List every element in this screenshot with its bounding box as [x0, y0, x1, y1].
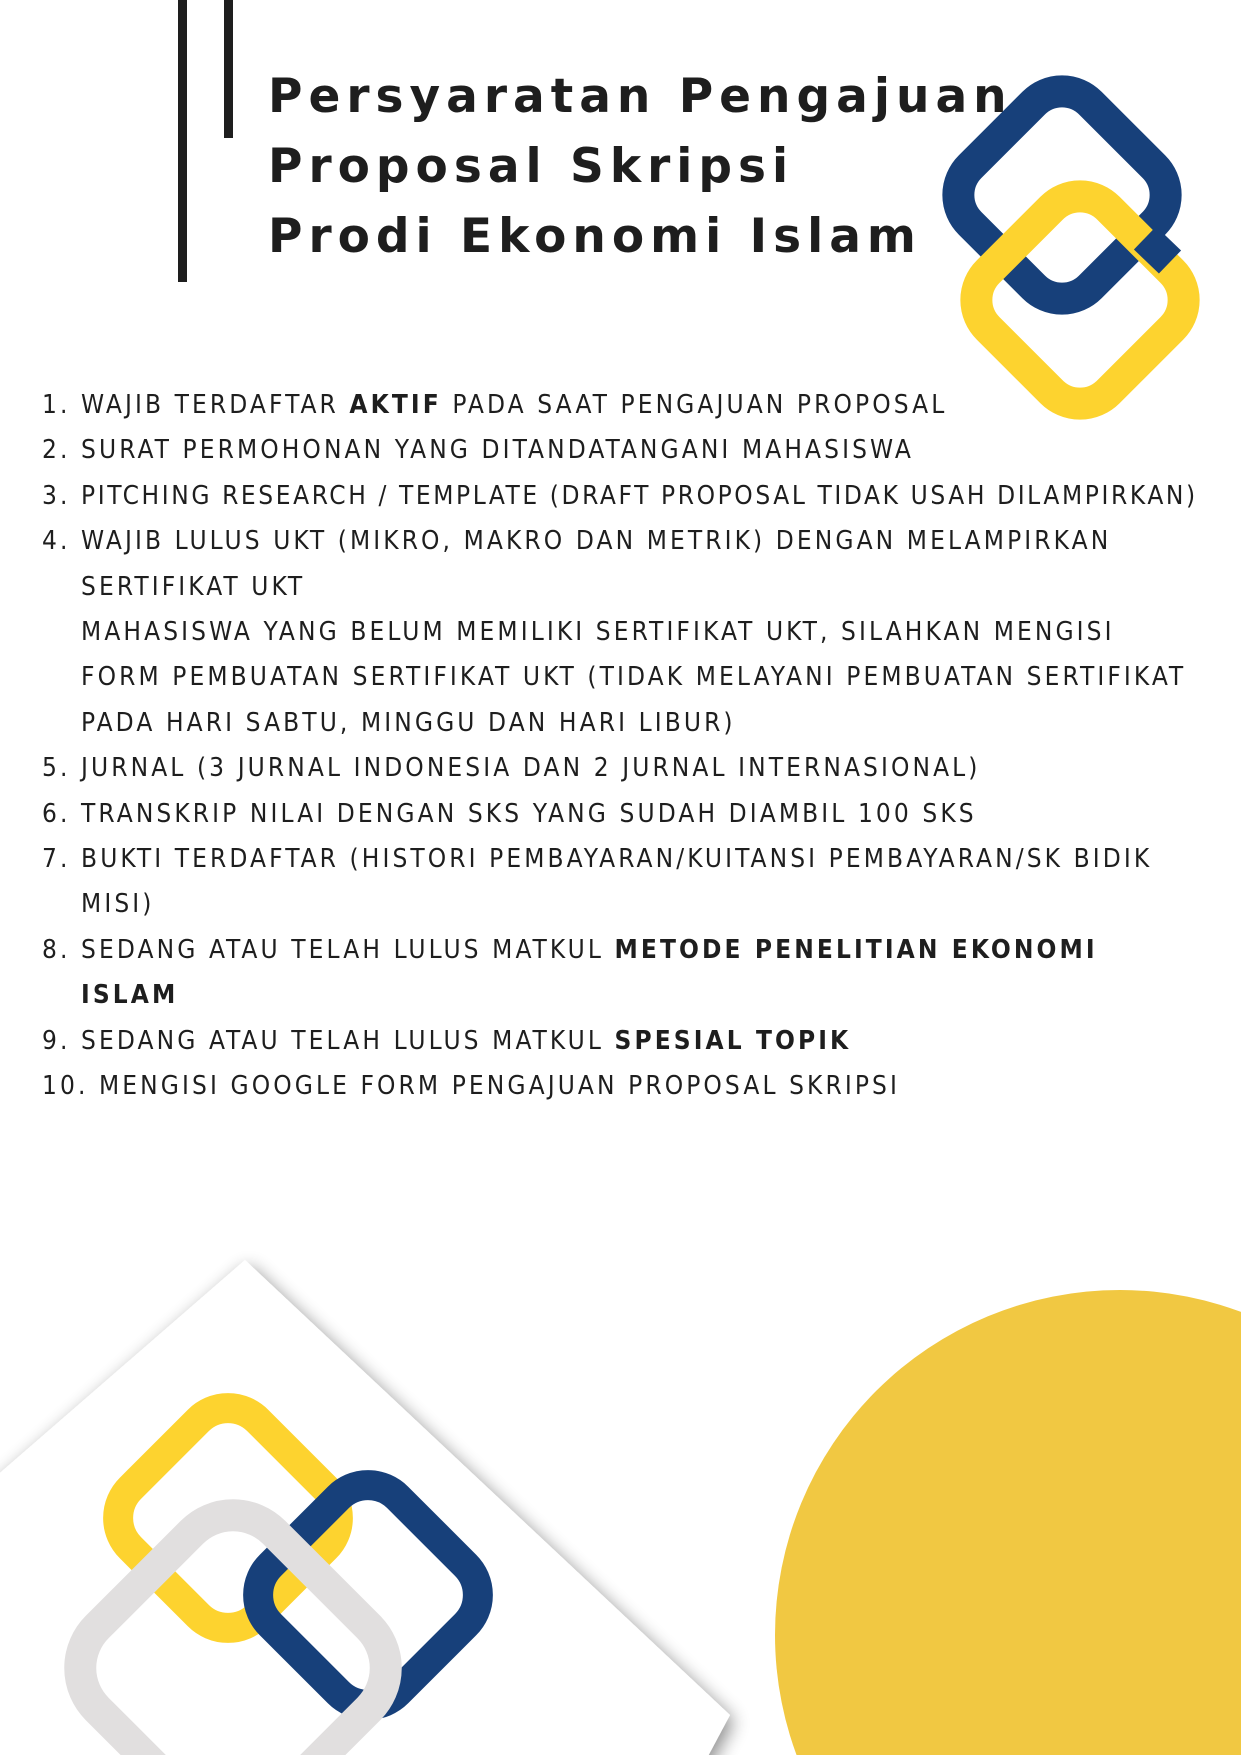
title-line-3: Prodi Ekonomi Islam: [268, 209, 922, 264]
list-item-text: WAJIB TERDAFTAR AKTIF PADA SAAT PENGAJUAN PROPOSAL: [81, 390, 948, 420]
list-item-number: 3.: [42, 480, 82, 511]
navy-interlock-segment: [1145, 238, 1170, 262]
list-item: [42, 837, 1202, 928]
emphasis-text: SPESIAL TOPIK: [614, 1025, 852, 1056]
list-item-number: 9.: [42, 1025, 82, 1056]
list-item-text: WAJIB LULUS UKT (MIKRO, MAKRO DAN METRIK) DENGAN MELAMPIRKAN SERTIFIKAT UKT MAHASISWA YANG BELUM MEMILIKI SERTIFIKAT UKT, SILAHKAN MENGISI FORM PEMBUATAN SERTIFIKAT UKT (TIDAK MELAYANI PEMBUATAN SERTIFIKAT PADA HARI SABTU, MINGGU DAN HARI LIBUR): [81, 519, 1202, 746]
list-item-number: 8.: [42, 934, 82, 965]
list-item-number: 4.: [42, 526, 82, 557]
requirements-list: [42, 383, 1202, 1110]
list-item-text: JURNAL (3 JURNAL INDONESIA DAN 2 JURNAL INTERNASIONAL): [81, 753, 981, 784]
list-item-number: 10.: [42, 1071, 100, 1102]
list-item-number: 2.: [42, 435, 82, 466]
list-item: [42, 1019, 1202, 1064]
title-accent-bar-short: [224, 0, 233, 138]
list-item: [42, 1064, 1202, 1109]
list-item: [42, 383, 1202, 428]
list-item-text: SEDANG ATAU TELAH LULUS MATKUL METODE PENELITIAN EKONOMI ISLAM: [81, 934, 1098, 1011]
list-item-note: MAHASISWA YANG BELUM MEMILIKI SERTIFIKAT UKT, SILAHKAN MENGISI FORM PEMBUATAN SERTIFIKAT UKT (TIDAK MELAYANI PEMBUATAN SERTIFIKAT PADA HARI SABTU, MINGGU DAN HARI LIBUR): [81, 617, 1187, 738]
gold-circle-decoration: [775, 1290, 1241, 1755]
title-accent-bar-long: [178, 0, 187, 282]
list-item-text: SURAT PERMOHONAN YANG DITANDATANGANI MAHASISWA: [81, 435, 914, 466]
list-item: [42, 928, 1202, 1019]
list-item-text: SEDANG ATAU TELAH LULUS MATKUL SPESIAL TOPIK: [81, 1025, 852, 1056]
list-item-number: 7.: [42, 844, 82, 875]
list-item-text: MENGISI GOOGLE FORM PENGAJUAN PROPOSAL SKRIPSI: [99, 1071, 900, 1102]
gold-circle: [775, 1290, 1241, 1755]
title-line-2: Proposal Skripsi: [268, 139, 795, 194]
list-item-number: 5.: [42, 753, 82, 784]
interlocked-diamonds-bottom-decoration: [0, 1230, 760, 1755]
list-item: [42, 428, 1202, 473]
title-line-1: Persyaratan Pengajuan: [268, 69, 1013, 124]
list-item-number: 1.: [42, 390, 82, 420]
list-item-number: 6.: [42, 798, 82, 829]
list-item: [42, 474, 1202, 519]
emphasis-text: AKTIF: [349, 390, 442, 420]
emphasis-text: METODE PENELITIAN EKONOMI ISLAM: [81, 934, 1098, 1011]
list-item-text: PITCHING RESEARCH / TEMPLATE (DRAFT PROPOSAL TIDAK USAH DILAMPIRKAN): [81, 480, 1198, 511]
list-item-text: TRANSKRIP NILAI DENGAN SKS YANG SUDAH DIAMBIL 100 SKS: [81, 798, 977, 829]
list-item: [42, 746, 1202, 791]
list-item: [42, 519, 1202, 746]
list-item-text: BUKTI TERDAFTAR (HISTORI PEMBAYARAN/KUITANSI PEMBAYARAN/SK BIDIK MISI): [81, 844, 1153, 920]
list-item: [42, 792, 1202, 837]
